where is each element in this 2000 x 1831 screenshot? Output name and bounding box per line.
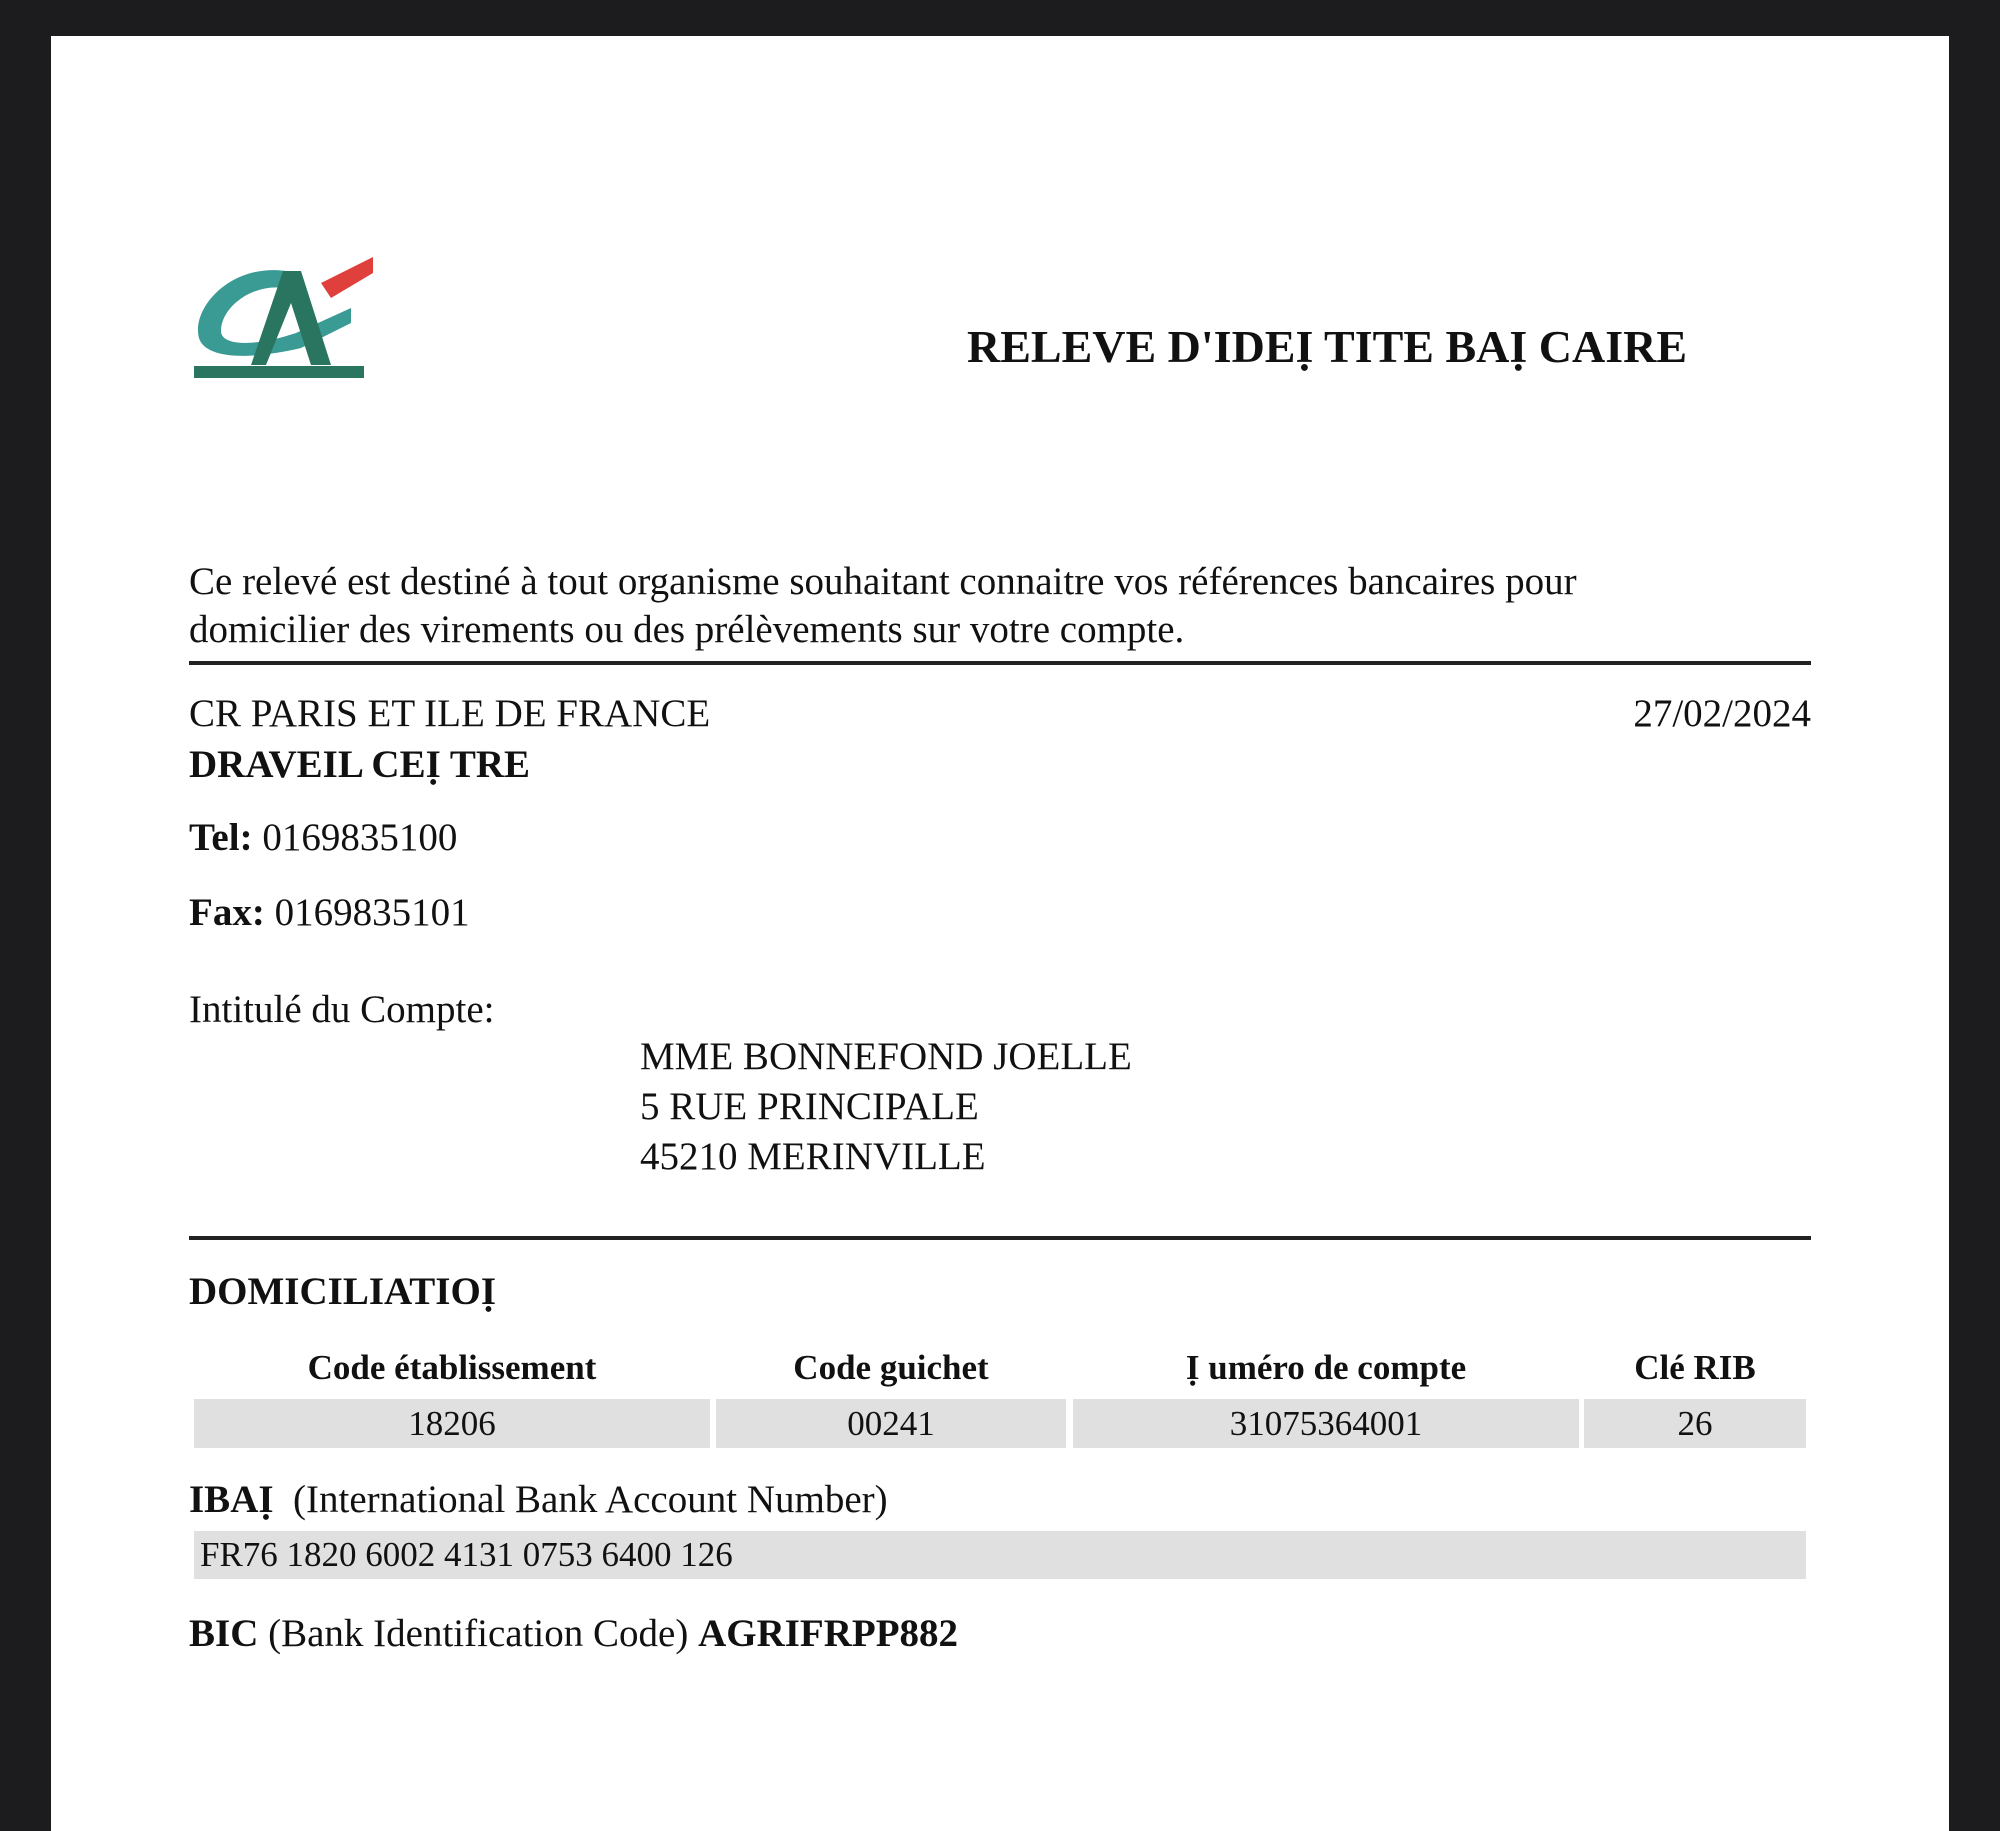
branch-name: DRAVEIL CEỊ TRE	[189, 743, 531, 786]
document-page	[51, 36, 1949, 1831]
header-cle-rib: Clé RIB	[1634, 1348, 1756, 1387]
intro-line-1: Ce relevé est destiné à tout organisme souhaitant connaitre vos références bancaires pour	[189, 560, 1577, 603]
tel-value: 0169835100	[262, 816, 458, 859]
bic-label: BIC	[189, 1612, 259, 1655]
intro-line-2: domicilier des virements ou des prélèvements sur votre compte.	[189, 608, 1185, 651]
fax-value: 0169835101	[274, 891, 470, 934]
account-label: Intitulé du Compte:	[189, 988, 495, 1031]
credit-agricole-logo	[191, 253, 381, 383]
iban-label: IBAỊ	[189, 1478, 274, 1521]
numero-compte-value: 31075364001	[1073, 1399, 1579, 1448]
iban-value: FR76 1820 6002 4131 0753 6400 126	[194, 1531, 1806, 1579]
tel-label: Tel:	[189, 816, 253, 859]
header-code-guichet: Code guichet	[793, 1348, 989, 1387]
code-etablissement-value: 18206	[194, 1399, 710, 1448]
code-guichet-value: 00241	[716, 1399, 1066, 1448]
cle-rib-value: 26	[1584, 1399, 1806, 1448]
statement-date: 27/02/2024	[1633, 692, 1811, 735]
holder-street: 5 RUE PRINCIPALE	[640, 1085, 979, 1128]
bic-description: (Bank Identification Code)	[268, 1612, 689, 1655]
iban-label-row	[189, 1476, 888, 1524]
branch-region: CR PARIS ET ILE DE FRANCE	[189, 692, 711, 735]
domiciliation-heading: DOMICILIATIOỊ	[189, 1270, 496, 1313]
bic-value: AGRIFRPP882	[698, 1612, 959, 1655]
header-numero-compte: Ị uméro de compte	[1185, 1348, 1467, 1387]
iban-description: (International Bank Account Number)	[293, 1478, 888, 1521]
divider	[189, 1236, 1811, 1240]
branch-tel	[189, 814, 457, 862]
divider	[189, 661, 1811, 665]
branch-fax	[189, 889, 470, 937]
holder-name: MME BONNEFOND JOELLE	[640, 1035, 1132, 1078]
holder-city: 45210 MERINVILLE	[640, 1135, 986, 1178]
header-code-etablissement: Code établissement	[307, 1348, 597, 1387]
document-title: RELEVE D'IDEỊ TITE BAỊ CAIRE	[967, 321, 1688, 372]
bic-row	[189, 1610, 958, 1658]
fax-label: Fax:	[189, 891, 265, 934]
